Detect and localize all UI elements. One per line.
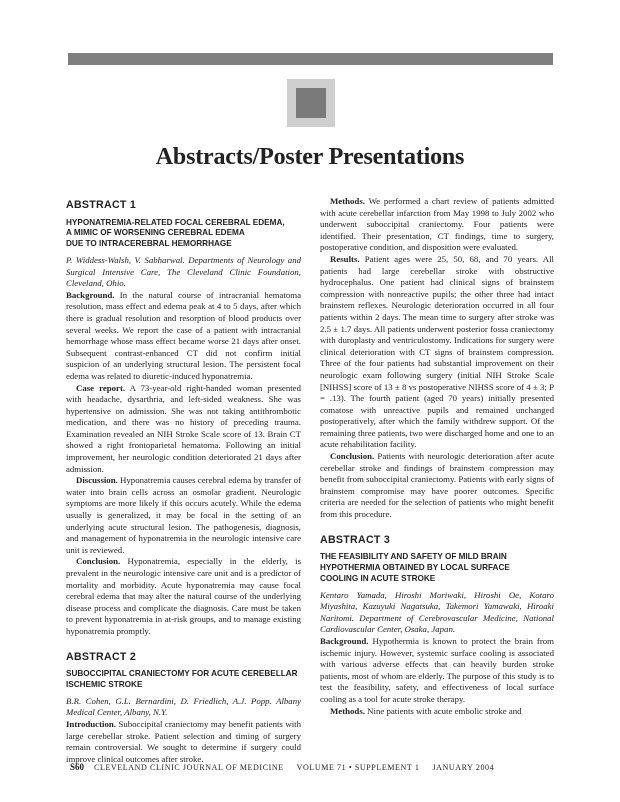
abstract-2-title: SUBOCCIPITAL CRANIECTOMY FOR ACUTE CEREBELLAR ISCHEMIC STROKE (66, 669, 298, 689)
page-title: Abstracts/Poster Presentations (155, 144, 465, 170)
journal-citation: CLEVELAND CLINIC JOURNAL OF MEDICINE VOLUME 71 • SUPPLEMENT 1 JANUARY 2004 (94, 763, 495, 772)
abstract-3-methods: Methods. Nine patients with acute embolic stroke and (330, 705, 522, 716)
abstract-2-heading: ABSTRACT 2 (66, 650, 137, 663)
abstract-3-background: Background. Hypothermia is known to protect the brain from ischemic injury. However, systemic surface cooling is associated with various adverse effects that can heavily burden stroke patients, most of whom are elderly. The purpose of this study is to test the feasibility, safety, and effectiveness of local surface cooling as a tool for acute stroke therapy. (320, 635, 554, 704)
abstract-3-authors: Kentaro Yamada, Hiroshi Moriwaki, Hiroshi Oe, Kotaro Miyashita, Kazuyuki Nagatsuka, Takemori Yamawaki, Hiroaki Naritomi. Department of Cerebrovascular Medicine, National Cardiovascular Center, Osaka, Japan. (320, 589, 554, 635)
abstract-1-discussion: Discussion. Hyponatremia causes cerebral edema by transfer of water into brain cells across an osmolar gradient. Neurologic symptoms are more likely if this occurs acutely. While the edema usually is generalized, it may be focal in the setting of an underlying acute structural lesion. The pathogenesis, diagnosis, and management of hyponatremia in the neurologic intensive care unit is reviewed. (66, 475, 301, 555)
abstract-1-title: HYPONATREMIA-RELATED FOCAL CEREBRAL EDEMA, A MIMIC OF WORSENING CEREBRAL EDEMA DUE TO INTRACEREBRAL HEMORRHAGE (66, 217, 285, 249)
abstract-1-background: Background. In the natural course of intracranial hematoma resolution, mass effect and edema peak at 4 to 5 days, after which there is gradual resolution and resorption of blood products over several weeks. We report the case of a patient with intracranial hemorrhage whose mass effect became worse 21 days after onset. Subsequent contrast-enhanced CT did not confirm initial suspicion of an underlying structural lesion. The persistent focal edema was related to diuretic-induced hyponatremia. (66, 289, 301, 381)
abstract-1-heading: ABSTRACT 1 (66, 199, 137, 211)
page-footer (70, 762, 494, 772)
header-rule (68, 53, 553, 65)
abstract-3-title: THE FEASIBILITY AND SAFETY OF MILD BRAIN HYPOTHERMIA OBTAINED BY LOCAL SURFACE COOLING IN ACUTE STROKE (320, 552, 510, 583)
abstract-2-intro: Introduction. Suboccipital craniectomy may benefit patients with large cerebellar stroke. Patient selection and timing of surgery remain controversial. We sought to determine if surgery could improve clinical outcomes after stroke. (66, 718, 301, 764)
left-column (66, 200, 301, 765)
abstract-2-results: Results. Patient ages were 25, 50, 68, and 70 years. All patients had large cerebellar stroke with obstructive hydrocephalus. One patient had clinical signs of brainstem compression with nonreactive pupils; the other three had intact brainstem reflexes. Neurologic deterioration occurred in all four patients within 2 days. The mean time to surgery after stroke was 2.5 ± 1.7 days. All patients underwent posterior fossa craniectomy with duroplasty and ventriculostomy. Indications for surgery were clinical deterioration with CT signs of brainstem compression. Three of the four patients had substantial improvement on their neurologic exam following surgery (initial NIH Stroke Scale [NIHSS] score of 13 ± 8 vs postoperative NIHSS score of 4 ± 3; P = .13). The fourth patient (aged 70 years) initially presented comatose with unreactive pupils and remained unchanged postoperatively, after which the family withdrew support. Of the remaining three patients, two were discharged home and one to an acute rehabilitation facility. (320, 253, 554, 450)
journal-emblem-icon (287, 79, 335, 127)
abstract-3-heading: ABSTRACT 3 (320, 533, 391, 546)
abstract-1-authors: P. Widdess-Walsh, V. Sabharwal. Departments of Neurology and Surgical Intensive Care, The Cleveland Clinic Foundation, Cleveland, Ohio. (66, 254, 301, 289)
right-column (320, 196, 554, 717)
abstract-2-authors: B.R. Cohen, G.L. Bernardini, D. Friedlich, A.J. Popp. Albany Medical Center, Albany, N.Y. (66, 695, 301, 718)
abstract-2-conclusion: Conclusion. Patients with neurologic deterioration after acute cerebellar stroke and findings of brainstem compression may benefit from suboccipital craniectomy. Patients with early signs of brainstem compromise may have poorer outcomes. Specific criteria are needed for the selection of patients who might benefit from this procedure. (320, 451, 554, 520)
page-number: S60 (70, 762, 85, 772)
abstract-2-methods: Methods. We performed a chart review of patients admitted with acute cerebellar infarction from May 1998 to July 2002 who underwent suboccipital craniectomy. Four patients were identified. Their presentation, CT findings, time to surgery, postoperative condition, and disposition were evaluated. (320, 196, 554, 253)
abstract-1-case: Case report. A 73-year-old right-handed woman presented with headache, dysarthria, and left-sided weakness. She was hypertensive on admission. She was not taking antithrombotic medication, and there was no history of preceding trauma. Examination revealed an NIH Stroke Scale score of 13. Brain CT showed a right frontoparietal hematoma. Following an initial improvement, her neurologic condition deteriorated 21 days after admission. (66, 382, 301, 474)
abstract-1-conclusion: Conclusion. Hyponatremia, especially in the elderly, is prevalent in the neurologic intensive care unit and is a predictor of mortality and morbidity. Acute hyponatremia may cause focal cerebral edema that may alter the natural course of the underlying disease process and complicate the diagnosis. Care must be taken to prevent hyponatremia in at-risk groups, and to manage existing hyponatremia promptly. (66, 556, 301, 636)
